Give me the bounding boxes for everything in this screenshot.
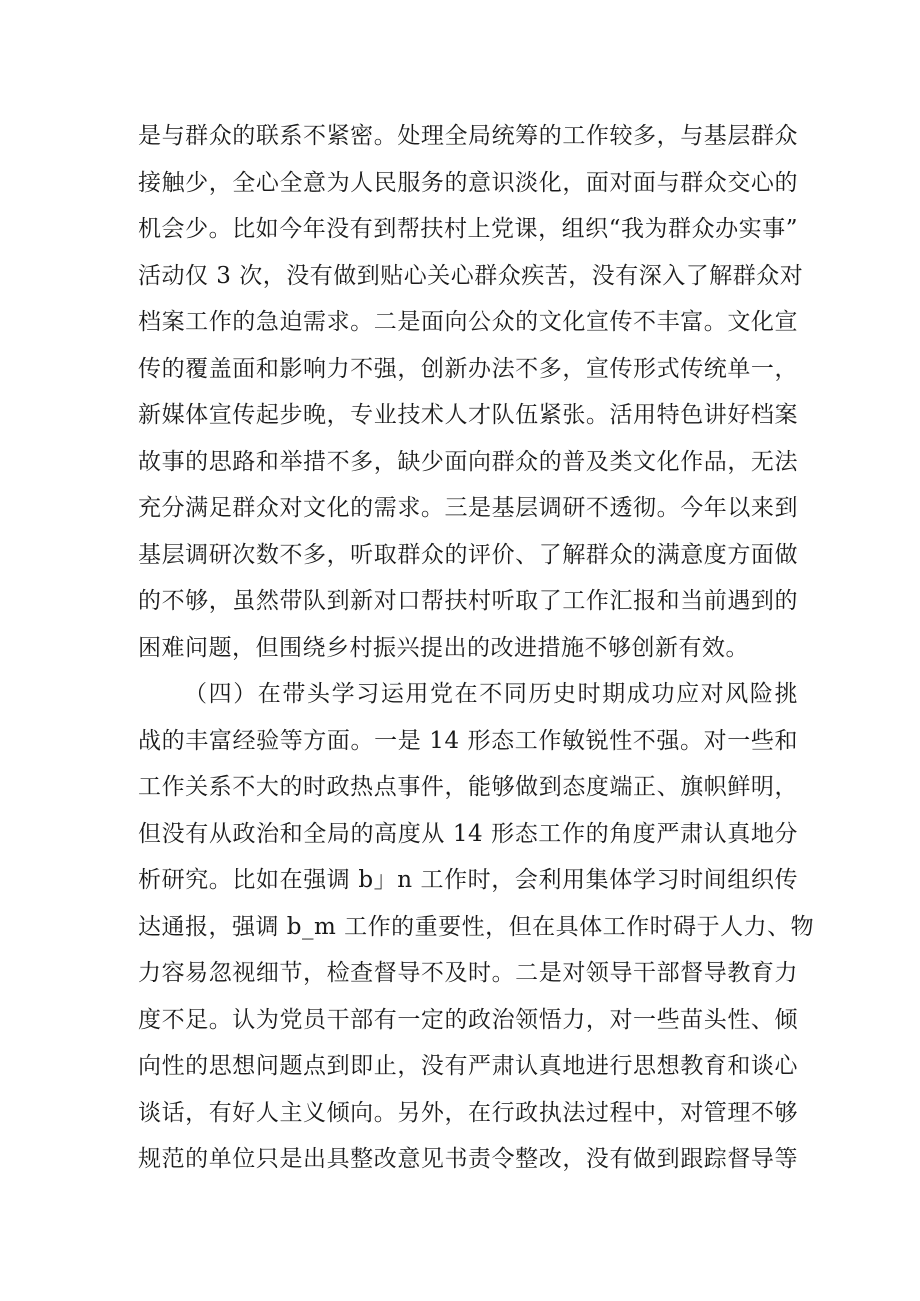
section-heading-line: （四）在带头学习运用党在不同历史时期成功应对风险挑 [184, 681, 798, 707]
text-line: 的不够，虽然带队到新对口帮扶村听取了工作汇报和当前遇到的 [138, 588, 798, 614]
paragraph-end-line: 困难问题，但围绕乡村振兴提出的改进措施不够创新有效。 [138, 634, 749, 661]
text-line: 谈话，有好人主义倾向。另外，在行政执法过程中，对管理不够 [138, 1099, 798, 1126]
text-line: 接触少，全心全意为人民服务的意识淡化，面对面与群众交心的 [138, 169, 798, 196]
text-line: 档案工作的急迫需求。二是面向公众的文化宣传不丰富。文化宣 [138, 309, 798, 335]
text-line: 力容易忽视细节，检查督导不及时。二是对领导干部督导教育力 [138, 960, 798, 986]
text-line: 机会少。比如今年没有到帮扶村上党课，组织“我为群众办实事” [138, 216, 798, 242]
text-line: 活动仅 3 次，没有做到贴心关心群众疾苦，没有深入了解群众对 [138, 262, 804, 289]
body-text [138, 113, 815, 1183]
text-line: 基层调研次数不多，听取群众的评价、了解群众的满意度方面做 [138, 541, 798, 568]
text-line: 规范的单位只是出具整改意见书责令整改，没有做到跟踪督导等 [138, 1146, 798, 1172]
text-line: 故事的思路和举措不多，缺少面向群众的普及类文化作品，无法 [138, 448, 798, 475]
text-line: 度不足。认为党员干部有一定的政治领悟力，对一些苗头性、倾 [138, 1006, 798, 1033]
text-line: 析研究。比如在强调 b」n 工作时，会利用集体学习时间组织传 [138, 867, 798, 893]
text-line: 向性的思想问题点到即止，没有严肃认真地进行思想教育和谈心 [138, 1053, 798, 1079]
text-line: 传的覆盖面和影响力不强，创新办法不多，宣传形式传统单一， [138, 355, 798, 382]
text-line: 战的丰富经验等方面。一是 14 形态工作敏锐性不强。对一些和 [138, 727, 798, 754]
text-line: 达通报，强调 b_m 工作的重要性，但在具体工作时碍于人力、物 [138, 913, 815, 940]
text-line: 是与群众的联系不紧密。处理全局统筹的工作较多，与基层群众 [138, 123, 798, 149]
text-line: 工作关系不大的时政热点事件，能够做到态度端正、旗帜鲜明， [138, 774, 798, 800]
text-line: 但没有从政治和全局的高度从 14 形态工作的角度严肃认真地分 [138, 820, 798, 847]
text-line: 新媒体宣传起步晚，专业技术人才队伍紧张。活用特色讲好档案 [138, 402, 798, 428]
text-line: 充分满足群众对文化的需求。三是基层调研不透彻。今年以来到 [138, 495, 798, 521]
